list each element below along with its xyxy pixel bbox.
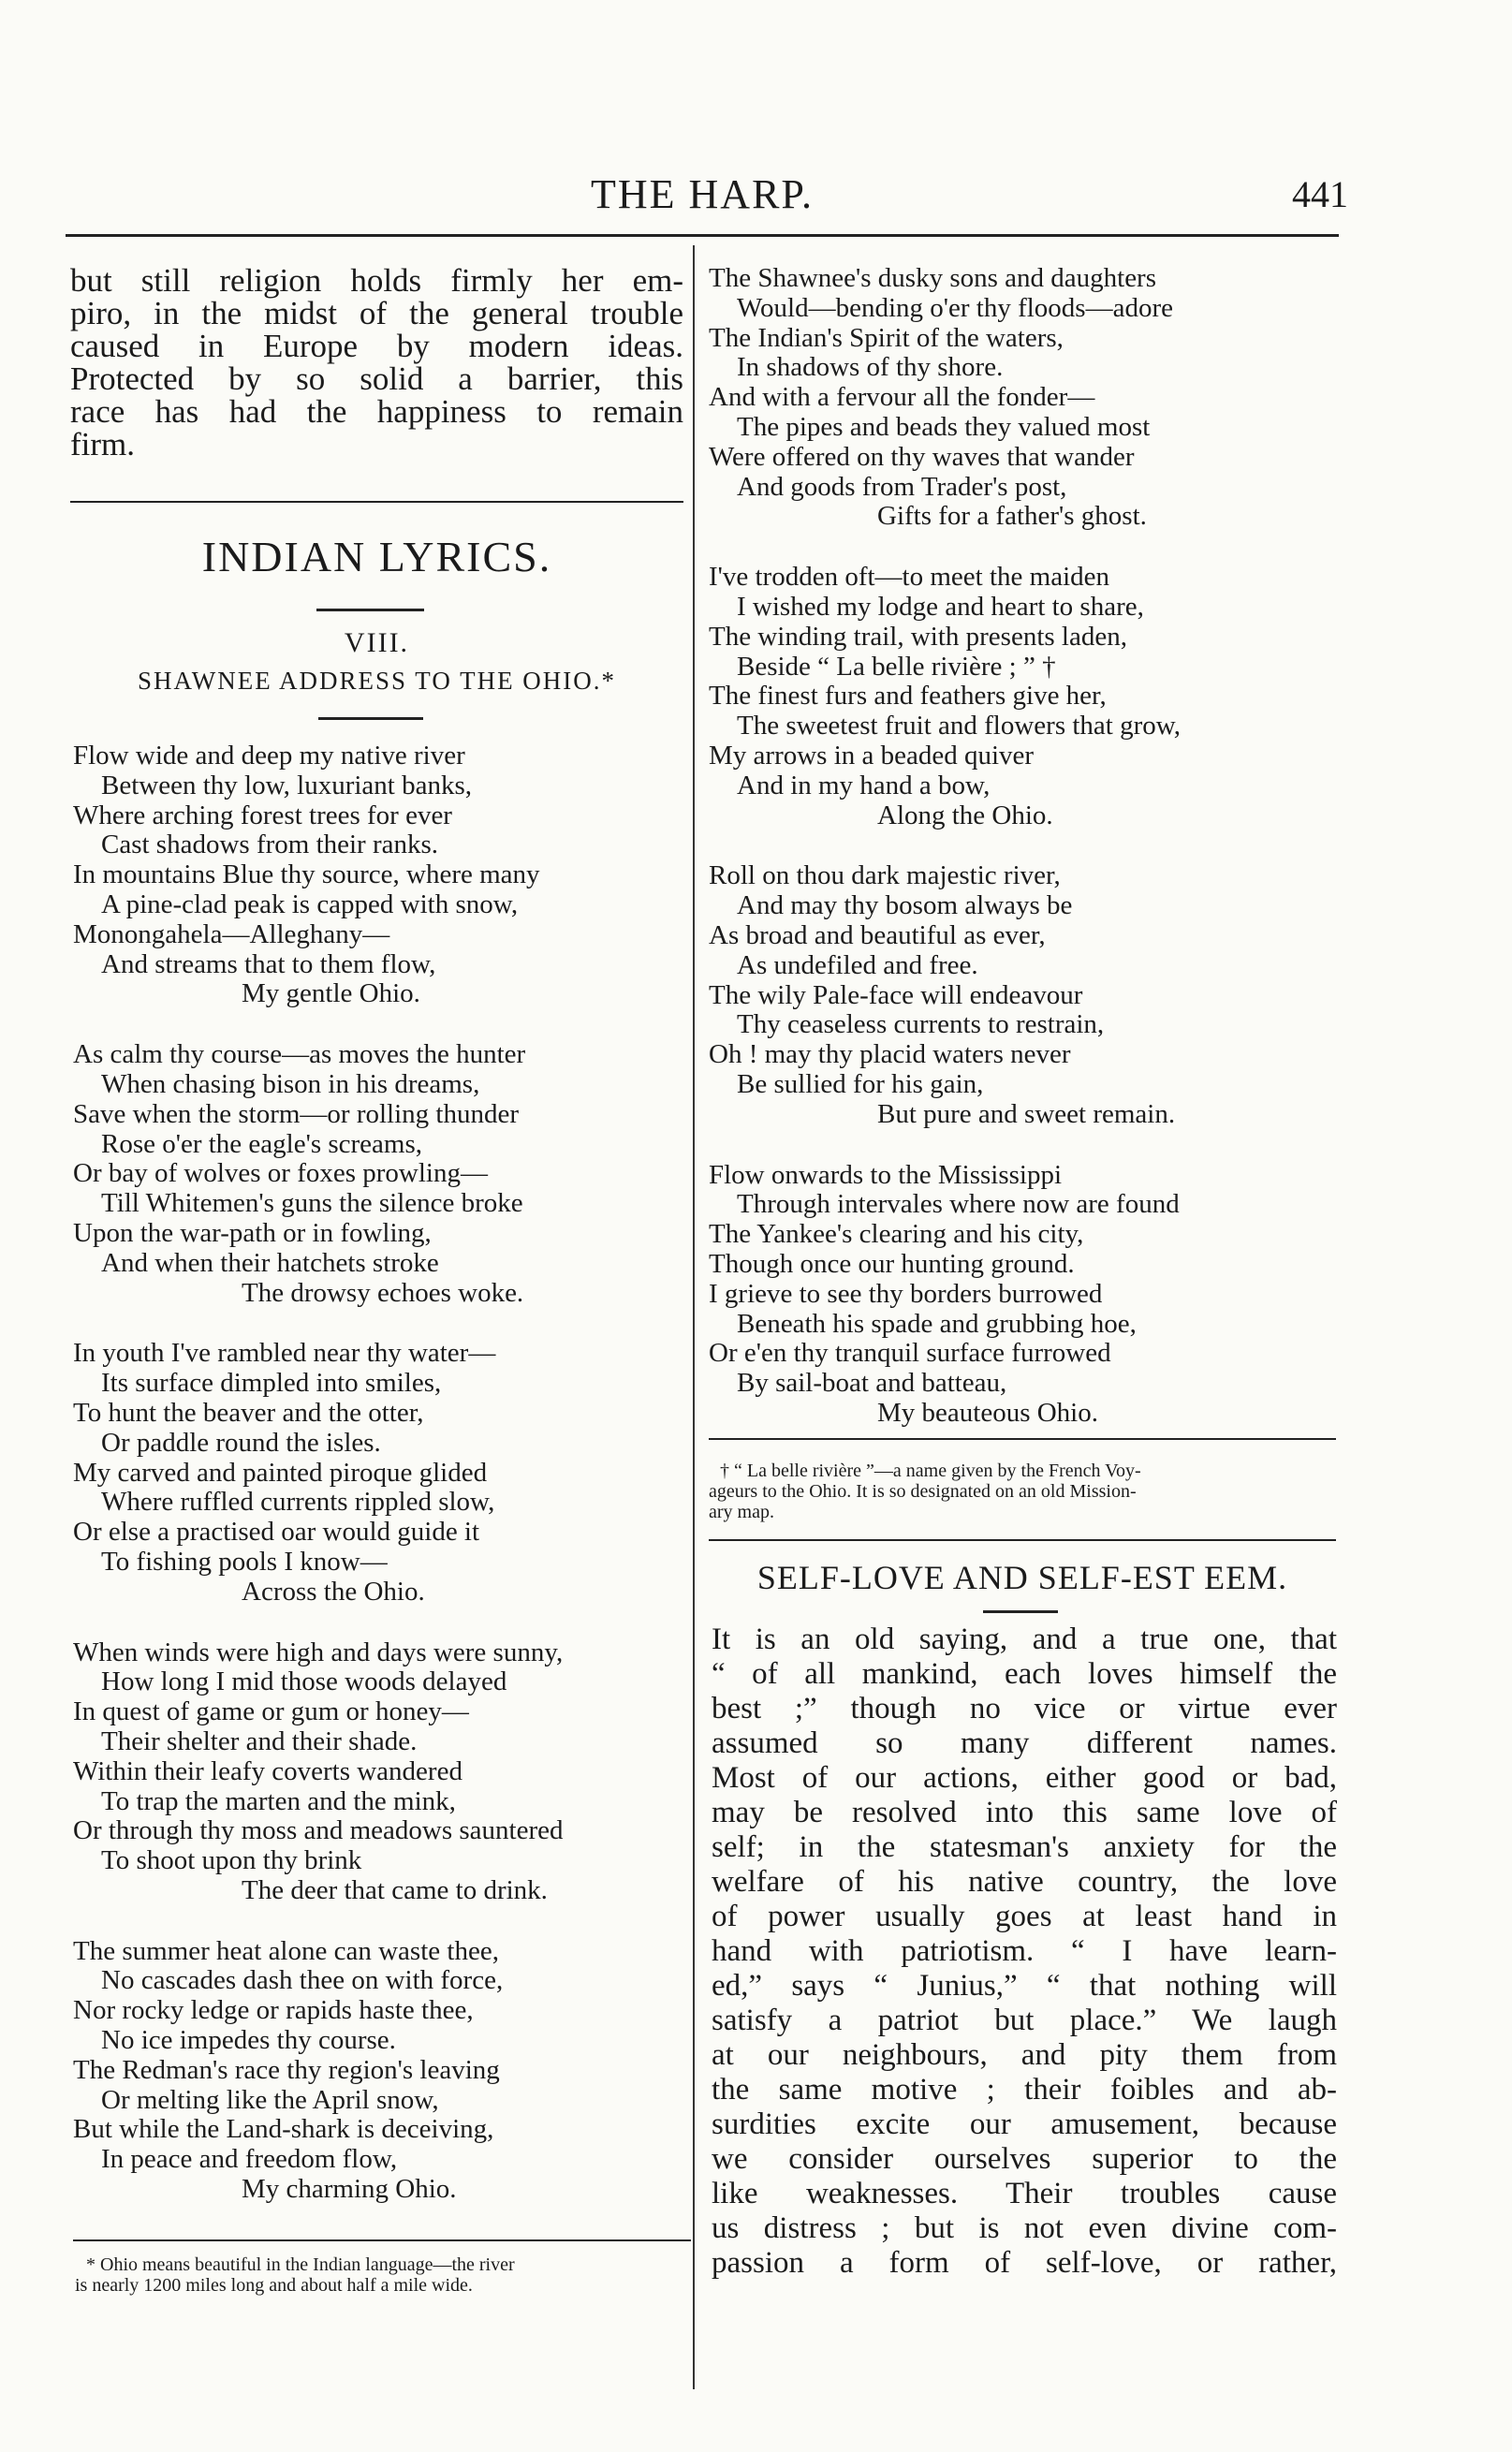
poem-line: Beneath his spade and grubbing hoe, — [737, 1308, 1137, 1339]
poem-line: As undefiled and free. — [737, 949, 978, 980]
poem-line: Where ruffled currents rippled slow, — [101, 1487, 495, 1518]
poem-line: How long I mid those woods delayed — [101, 1666, 507, 1697]
poem-line: In youth I've rambled near thy water— — [73, 1338, 496, 1369]
poem-line: Be sullied for his gain, — [737, 1068, 984, 1099]
poem-line: But while the Land-shark is deceiving, — [73, 2114, 494, 2145]
poem-line: Gifts for a father's ghost. — [877, 501, 1147, 532]
poem-line: No cascades dash thee on with force, — [101, 1965, 504, 1996]
poem-line: Or through thy moss and meadows sauntered — [73, 1815, 564, 1846]
poem-line: And may thy bosom always be — [737, 890, 1073, 921]
poem-line: Would—bending o'er thy floods—adore — [737, 292, 1173, 323]
right-poem — [709, 264, 1336, 1429]
poem-line: A pine-clad peak is capped with snow, — [101, 888, 519, 919]
poem-line: My beauteous Ohio. — [877, 1397, 1098, 1428]
poem-line: I grieve to see thy borders burrowed — [709, 1278, 1103, 1309]
intro-line: piro, in the midst of the general trouble — [70, 295, 683, 331]
intro-paragraph — [70, 264, 683, 461]
poem-line: I've trodden oft—to meet the maiden — [709, 562, 1110, 593]
section-title: INDIAN LYRICS. — [201, 533, 552, 580]
poem-line: And in my hand a bow, — [737, 770, 991, 800]
stanza — [709, 264, 1336, 532]
poem-line: Within their leafy coverts wandered — [73, 1755, 462, 1786]
poem-line: Roll on thou dark majestic river, — [709, 860, 1061, 891]
poem-line: Where arching forest trees for ever — [73, 800, 452, 830]
poem-line: In shadows of thy shore. — [737, 352, 1004, 383]
title-rule — [316, 609, 424, 611]
poem-line: My carved and painted piroque glided — [73, 1457, 488, 1488]
footnote-line: * Ohio means beautiful in the Indian language—the river — [86, 2254, 515, 2275]
poem-line: The Redman's race thy region's leaving — [73, 2054, 500, 2085]
poem-line: The deer that came to drink. — [242, 1874, 548, 1905]
poem-line: When winds were high and days were sunny, — [73, 1637, 564, 1667]
poem-line: But pure and sweet remain. — [877, 1098, 1176, 1129]
running-title: THE HARP. — [590, 171, 815, 217]
poem-line: The drowsy echoes woke. — [242, 1277, 524, 1308]
poem-line: Or melting like the April snow, — [101, 2084, 439, 2115]
stanza — [709, 1161, 1336, 1429]
essay-line: may be resolved into this same love of — [712, 1796, 1337, 1829]
intro-line: caused in Europe by modern ideas. — [70, 328, 683, 364]
essay-title-rule — [983, 1610, 1058, 1613]
stanza — [73, 1339, 691, 1607]
header-rule — [66, 234, 1339, 237]
intro-line: race has had the happiness to remain — [70, 393, 683, 430]
intro-line: Protected by so solid a barrier, this — [70, 360, 683, 397]
poem-line: Along the Ohio. — [877, 800, 1053, 830]
column-divider — [693, 245, 695, 2389]
essay-line: “ of all mankind, each loves himself the — [712, 1657, 1337, 1691]
poem-line: The Indian's Spirit of the waters, — [709, 322, 1064, 353]
poem-line: Save when the storm—or rolling thunder — [73, 1098, 519, 1129]
poem-line: Were offered on thy waves that wander — [709, 441, 1135, 472]
poem-line: Till Whitemen's guns the silence broke — [101, 1188, 523, 1219]
essay-line: It is an old saying, and a true one, that — [712, 1622, 1337, 1656]
poem-line: Cast shadows from their ranks. — [101, 830, 439, 860]
essay-line: surdities excite our amusement, because — [712, 2107, 1337, 2141]
poem-line: The winding trail, with presents laden, — [709, 621, 1127, 652]
essay-line: best ;” though no vice or virtue ever — [712, 1692, 1337, 1725]
poem-line: The finest furs and feathers give her, — [709, 681, 1107, 712]
stanza — [73, 1638, 691, 1906]
poem-line: To trap the marten and the mink, — [101, 1785, 456, 1816]
essay-line: like weaknesses. Their troubles cause — [712, 2177, 1337, 2210]
poem-line: Across the Ohio. — [242, 1576, 425, 1607]
essay-line: ed,” says “ Junius,” “ that nothing will — [712, 1969, 1337, 2003]
poem-line: Beside “ La belle rivière ; ” † — [737, 651, 1056, 682]
poem-line: The pipes and beads they valued most — [737, 411, 1151, 442]
poem-title: SHAWNEE ADDRESS TO THE OHIO.* — [137, 667, 617, 695]
poem-line: When chasing bison in his dreams, — [101, 1068, 480, 1099]
poem-line: No ice impedes thy course. — [101, 2025, 396, 2056]
poem-line: Rose o'er the eagle's screams, — [101, 1128, 423, 1159]
poem-line: The wily Pale-face will endeavour — [709, 979, 1083, 1010]
stanza — [73, 1040, 691, 1308]
essay-body — [712, 1622, 1337, 2281]
poem-line: To fishing pools I know— — [101, 1546, 388, 1577]
poem-line: Their shelter and their shade. — [101, 1725, 418, 1756]
essay-line: self; in the statesman's anxiety for the — [712, 1830, 1337, 1864]
poem-line: By sail-boat and batteau, — [737, 1368, 1007, 1399]
poem-line: Monongahela—Alleghany— — [73, 918, 390, 949]
poem-line: Through intervales where now are found — [737, 1189, 1180, 1220]
essay-line: satisfy a patriot but place.” We laugh — [712, 2004, 1337, 2037]
poem-line: In quest of game or gum or honey— — [73, 1696, 469, 1727]
poem-line: Its surface dimpled into smiles, — [101, 1368, 442, 1399]
essay-line: assumed so many different names. — [712, 1726, 1337, 1760]
poem-line: The sweetest fruit and flowers that grow, — [737, 711, 1182, 741]
essay-line: passion a form of self-love, or rather, — [712, 2246, 1337, 2280]
poem-line: The Yankee's clearing and his city, — [709, 1219, 1084, 1250]
poem-line: Flow onwards to the Mississippi — [709, 1159, 1063, 1190]
essay-rule — [709, 1539, 1336, 1541]
poem-line: My charming Ohio. — [242, 2174, 457, 2205]
poem-title-rule — [318, 717, 423, 720]
poem-line: And when their hatchets stroke — [101, 1247, 439, 1278]
essay-line: us distress ; but is not even divine com- — [712, 2211, 1337, 2245]
poem-line: Oh ! may thy placid waters never — [709, 1039, 1071, 1070]
poem-line: To shoot upon thy brink — [101, 1845, 362, 1876]
stanza — [73, 1937, 691, 2205]
footnote-la-belle — [709, 1461, 1336, 1522]
poem-line: And with a fervour all the fonder— — [709, 382, 1095, 413]
essay-line: of power usually goes at least hand in — [712, 1900, 1337, 1933]
poem-numeral: VIII. — [344, 627, 410, 658]
footnote-ohio — [75, 2254, 693, 2296]
page-header — [66, 170, 1348, 217]
essay-line: at our neighbours, and pity them from — [712, 2038, 1337, 2072]
poem-line: Or else a practised oar would guide it — [73, 1517, 480, 1548]
essay-line: hand with patriotism. “ I have learn- — [712, 1934, 1337, 1968]
footnote-rule — [73, 2239, 691, 2241]
poem-line: Flow wide and deep my native river — [73, 741, 465, 771]
stanza — [709, 861, 1336, 1129]
poem-line: As broad and beautiful as ever, — [709, 919, 1046, 950]
poem-line: And goods from Trader's post, — [737, 471, 1067, 502]
poem-line: Between thy low, luxuriant banks, — [101, 770, 472, 800]
left-poem — [73, 741, 691, 2205]
poem-line: The summer heat alone can waste thee, — [73, 1935, 499, 1966]
poem-line: To hunt the beaver and the otter, — [73, 1397, 424, 1428]
intro-line: but still religion holds firmly her em- — [70, 262, 683, 299]
poem-line: The Shawnee's dusky sons and daughters — [709, 263, 1157, 293]
poem-line: And streams that to them flow, — [101, 948, 436, 979]
section-rule — [70, 501, 683, 503]
left-column — [70, 264, 683, 461]
poem-line: My gentle Ohio. — [242, 978, 420, 1009]
essay-line: Most of our actions, either good or bad, — [712, 1761, 1337, 1795]
stanza — [73, 741, 691, 1009]
page-number: 441 — [1292, 173, 1348, 215]
poem-line: Or e'en thy tranquil surface furrowed — [709, 1338, 1111, 1369]
essay-title: SELF-LOVE AND SELF-EST EEM. — [756, 1559, 1288, 1596]
poem-line: Though once our hunting ground. — [709, 1248, 1075, 1279]
footnote-line: ageurs to the Ohio. It is so designated on an old Mission- — [709, 1481, 1137, 1502]
poem-line: My arrows in a beaded quiver — [709, 740, 1035, 771]
poem-line: In mountains Blue thy source, where many — [73, 859, 540, 890]
poem-line: In peace and freedom flow, — [101, 2144, 398, 2175]
poem-line: Or paddle round the isles. — [101, 1427, 381, 1458]
stanza — [709, 563, 1336, 830]
footnote-line: † “ La belle rivière ”—a name given by the French Voy- — [720, 1461, 1141, 1481]
footnote-rule-right — [709, 1438, 1336, 1440]
essay-line: the same motive ; their foibles and ab- — [712, 2073, 1337, 2107]
footnote-line: ary map. — [709, 1502, 774, 1522]
essay-line: we consider ourselves superior to the — [712, 2142, 1337, 2176]
poem-line: Thy ceaseless currents to restrain, — [737, 1009, 1105, 1040]
poem-line: Nor rocky ledge or rapids haste thee, — [73, 1995, 474, 2026]
poem-line: I wished my lodge and heart to share, — [737, 591, 1144, 622]
intro-line: firm. — [70, 426, 136, 463]
poem-line: As calm thy course—as moves the hunter — [73, 1039, 526, 1070]
poem-line: Or bay of wolves or foxes prowling— — [73, 1158, 488, 1189]
footnote-line: is nearly 1200 miles long and about half a mile wide. — [75, 2275, 473, 2296]
poem-line: Upon the war-path or in fowling, — [73, 1217, 432, 1248]
essay-line: welfare of his native country, the love — [712, 1865, 1337, 1899]
